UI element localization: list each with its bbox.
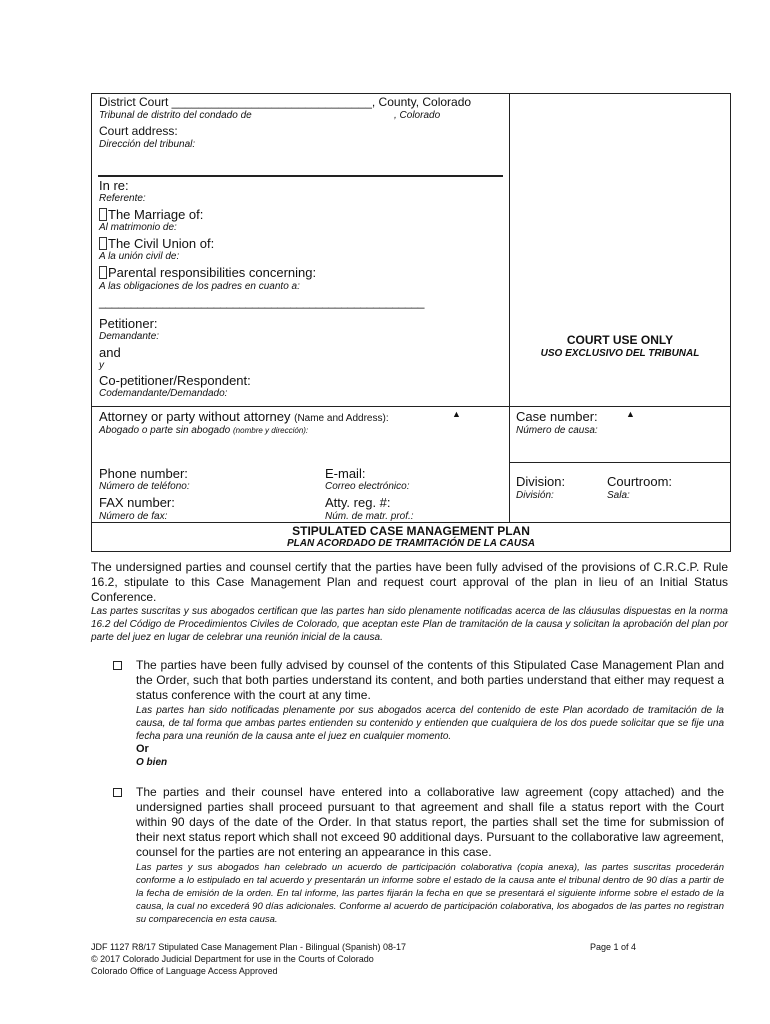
court-line-es-suffix: , Colorado [394,110,441,121]
atty-reg-label: Atty. reg. #: [325,495,391,510]
civil-union-label-es: A la unión civil de: [99,251,180,262]
intro-paragraph-es: Las partes suscritas y sus abogados certifican que las partes han sido plenamente notificadas acerca de las cláusulas dispuestas en la norma 16.2 del Código de Procedimientos Civiles de Colorado, que aceptan este Plan de tramitación de la causa y solicitan la aprobación del plan por parte del juez en lugar de celebrar una reunión inicial de la causa. [91,606,728,643]
footer-form-id: JDF 1127 R8/17 Stipulated Case Management Plan - Bilingual (Spanish) 08-17 [91,942,407,952]
marriage-label-es: Al matrimonio de: [99,222,177,233]
parental-checkbox[interactable] [99,266,107,279]
court-line-es: Tribunal de distrito del condado de [99,110,252,121]
caption-column-divider [509,93,510,523]
case-number-label: Case number: [516,409,598,424]
in-re-label: In re: [99,178,129,193]
civil-union-label: The Civil Union of: [108,236,215,251]
attorney-section-rule [91,406,731,407]
marriage-label: The Marriage of: [108,207,204,222]
court-address-label: Court address: [99,124,178,138]
attorney-label-es-text: Abogado o parte sin abogado [99,425,231,436]
attorney-label [99,410,389,424]
option1-text: The parties have been fully advised by counsel of the contents of this Stipulated Case Management Plan and the Order, such that both parties understand its content, and both parties understand that either may request a status conference with the court at any time. [136,658,724,702]
case-number-rule [509,462,731,463]
courtroom-label: Courtroom: [607,474,673,489]
document-title-es: PLAN ACORDADO DE TRAMITACIÓN DE LA CAUSA [287,538,535,549]
marriage-option[interactable] [99,208,203,221]
civil-union-checkbox[interactable] [99,237,107,250]
case-number-label-es: Número de causa: [516,425,598,436]
petitioner-label: Petitioner: [99,316,158,331]
phone-label-es: Número de teléfono: [99,481,190,492]
copetitioner-label-es: Codemandante/Demandado: [99,388,228,399]
attorney-label-es [99,426,308,436]
court-address-rule [98,175,503,177]
parties-blank-line[interactable]: ___________________________________________________ [99,295,425,309]
civil-union-option[interactable] [99,237,214,250]
email-label-es: Correo electrónico: [325,481,410,492]
atty-reg-label-es: Núm. de matr. prof.: [325,511,414,522]
and-label: and [99,345,121,360]
court-use-only-es: USO EXCLUSIVO DEL TRIBUNAL [540,348,700,359]
and-label-es: y [99,360,104,371]
or-label-es: O bien [136,757,168,768]
attorney-label-text: Attorney or party without attorney [99,409,291,424]
case-arrow-up-icon: ▲ [626,409,635,419]
petitioner-label-es: Demandante: [99,331,160,342]
attorney-label-es-small: (nombre y dirección): [233,426,309,435]
or-label: Or [136,743,149,755]
court-line: District Court ______________________________, County, Colorado [99,95,472,109]
footer-page-number: Page 1 of 4 [590,942,637,952]
copetitioner-label: Co-petitioner/Respondent: [99,373,251,388]
division-label-es: División: [516,490,554,501]
title-rule [91,522,731,523]
document-title: STIPULATED CASE MANAGEMENT PLAN [292,524,530,538]
parental-label-es: A las obligaciones de los padres en cuanto a: [99,281,300,292]
phone-label: Phone number: [99,466,188,481]
email-label: E-mail: [325,466,366,481]
option1-text-es: Las partes han sido notificadas plenamente por sus abogados acerca del contenido de este Plan acordado de tramitación de la causa, de tal forma que ambas partes entienden su contenido y entienden que cualquiera de los dos puede solicitar que se fije una fecha para una reunión de la causa ante el juez en cualquier momento. [136,705,724,742]
fax-label: FAX number: [99,495,175,510]
footer-copyright: © 2017 Colorado Judicial Department for use in the Courts of Colorado [91,954,374,964]
courtroom-label-es: Sala: [607,490,630,501]
option2-text-es: Las partes y sus abogados han celebrado un acuerdo de participación colaborativa (copia anexa), las partes suscritas procederán conforme a lo estipulado en tal acuerdo y presentarán un informe sobre el estado de la causa ante el tribunal dentro de 90 días a partir de la fecha de emisión de la orden. En tal informe, las partes fijarán la fecha en que se presentará el siguiente informe sobre el estado de la causa, la cual no excederá 90 días adicionales. Conforme al acuerdo de participación colaborativa, los abogados de las partes no registran su comparecencia en esta causa. [136,862,724,925]
attorney-label-small: (Name and Address): [294,413,389,424]
in-re-label-es: Referente: [99,193,146,204]
division-label: Division: [516,474,566,489]
intro-paragraph: The undersigned parties and counsel certify that the parties have been fully advised of the provisions of C.R.C.P. Rule 16.2, stipulate to this Case Management Plan and request court approval of the plan in lieu of an Initial Status Conference. [91,560,728,604]
option1-checkbox[interactable] [113,661,122,670]
option2-checkbox[interactable] [113,788,122,797]
parental-label: Parental responsibilities concerning: [108,265,317,280]
parental-option[interactable] [99,266,316,279]
arrow-up-icon: ▲ [452,409,461,419]
marriage-checkbox[interactable] [99,208,107,221]
court-address-label-es: Dirección del tribunal: [99,139,196,150]
footer-approval: Colorado Office of Language Access Approved [91,966,278,976]
option2-text: The parties and their counsel have entered into a collaborative law agreement (copy attached) and the undersigned parties shall proceed pursuant to that agreement and shall file a status report with the Court within 90 days of the date of the Order. In that status report, the parties shall set the time for submission of their next status report which shall not exceed 90 additional days. Pursuant to the collaborative law agreement, counsel for the parties are not entering an appearance in this case. [136,785,724,859]
court-use-only: COURT USE ONLY [566,333,674,347]
fax-label-es: Número de fax: [99,511,168,522]
